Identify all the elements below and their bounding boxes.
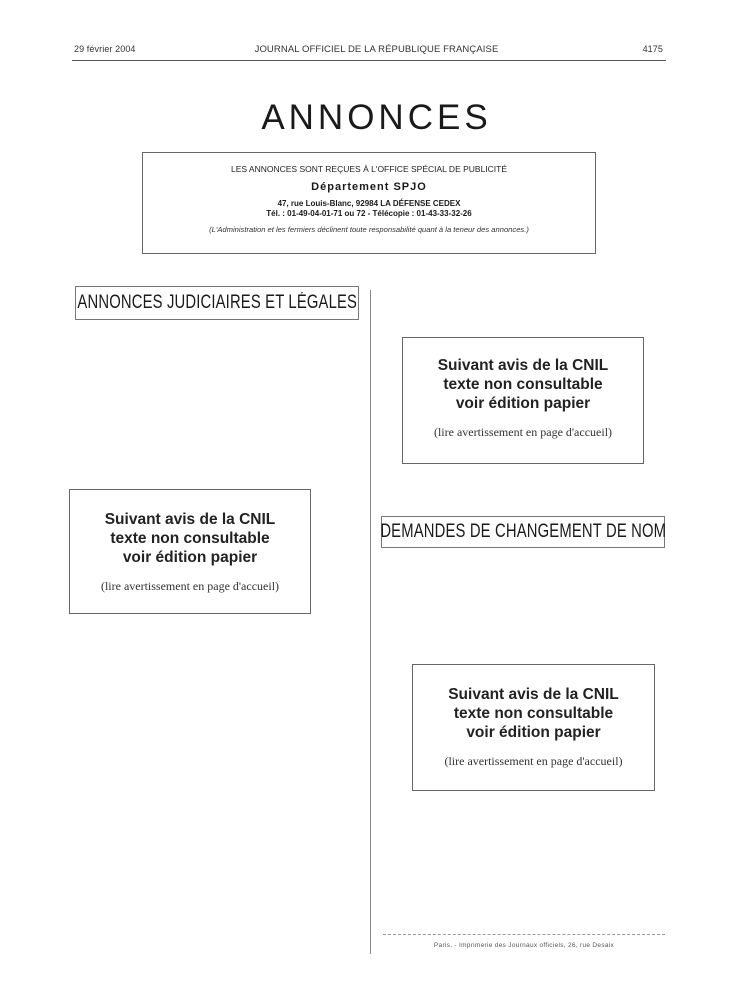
cnil-line-2: texte non consultable xyxy=(110,530,270,547)
footer-printer: Paris. - Imprimerie des Journaux officiels, 26, rue Desaix xyxy=(433,942,615,949)
office-phones: Tél. : 01-49-04-01-71 ou 72 - Télécopie : 01-43-33-32-26 xyxy=(266,209,472,218)
cnil-note: (lire avertissement en page d'accueil) xyxy=(100,579,280,593)
section-heading-judiciaires xyxy=(75,286,359,320)
cnil-notice-box xyxy=(69,489,311,614)
office-department: Département SPJO xyxy=(311,181,427,193)
page-title: ANNONCES xyxy=(261,98,492,137)
cnil-line-1: Suivant avis de la CNIL xyxy=(104,511,276,528)
header-rule xyxy=(72,60,666,61)
header-page-number: 4175 xyxy=(642,44,663,54)
cnil-line-3: voir édition papier xyxy=(455,395,591,412)
section-heading-changement-nom-label: DEMANDES DE CHANGEMENT DE NOM xyxy=(380,521,666,542)
cnil-note: (lire avertissement en page d'accueil) xyxy=(444,754,623,768)
cnil-notice-box xyxy=(402,337,644,464)
cnil-line-3: voir édition papier xyxy=(466,724,601,741)
office-disclaimer: (L'Administration et les fermiers déclinent toute responsabilité quant à la teneur des annonces.) xyxy=(209,225,529,234)
cnil-notice-box xyxy=(412,664,655,791)
office-intro: LES ANNONCES SONT REÇUES À L'OFFICE SPÉCIAL DE PUBLICITÉ xyxy=(230,164,508,174)
section-heading-changement-nom xyxy=(381,516,665,548)
office-address: 47, rue Louis-Blanc, 92984 LA DÉFENSE CEDEX xyxy=(277,199,461,208)
office-info-box xyxy=(142,152,596,254)
column-divider xyxy=(370,290,371,954)
cnil-line-1: Suivant avis de la CNIL xyxy=(448,686,619,703)
header-journal-title: JOURNAL OFFICIEL DE LA RÉPUBLIQUE FRANÇAISE xyxy=(254,44,499,55)
cnil-note: (lire avertissement en page d'accueil) xyxy=(433,425,613,439)
header-date: 29 février 2004 xyxy=(74,44,136,54)
cnil-line-2: texte non consultable xyxy=(443,376,603,393)
footer-rule xyxy=(383,934,665,935)
section-heading-judiciaires-label: ANNONCES JUDICIAIRES ET LÉGALES xyxy=(77,292,357,313)
cnil-line-3: voir édition papier xyxy=(122,549,258,566)
cnil-line-2: texte non consultable xyxy=(453,705,614,722)
cnil-line-1: Suivant avis de la CNIL xyxy=(437,357,609,374)
